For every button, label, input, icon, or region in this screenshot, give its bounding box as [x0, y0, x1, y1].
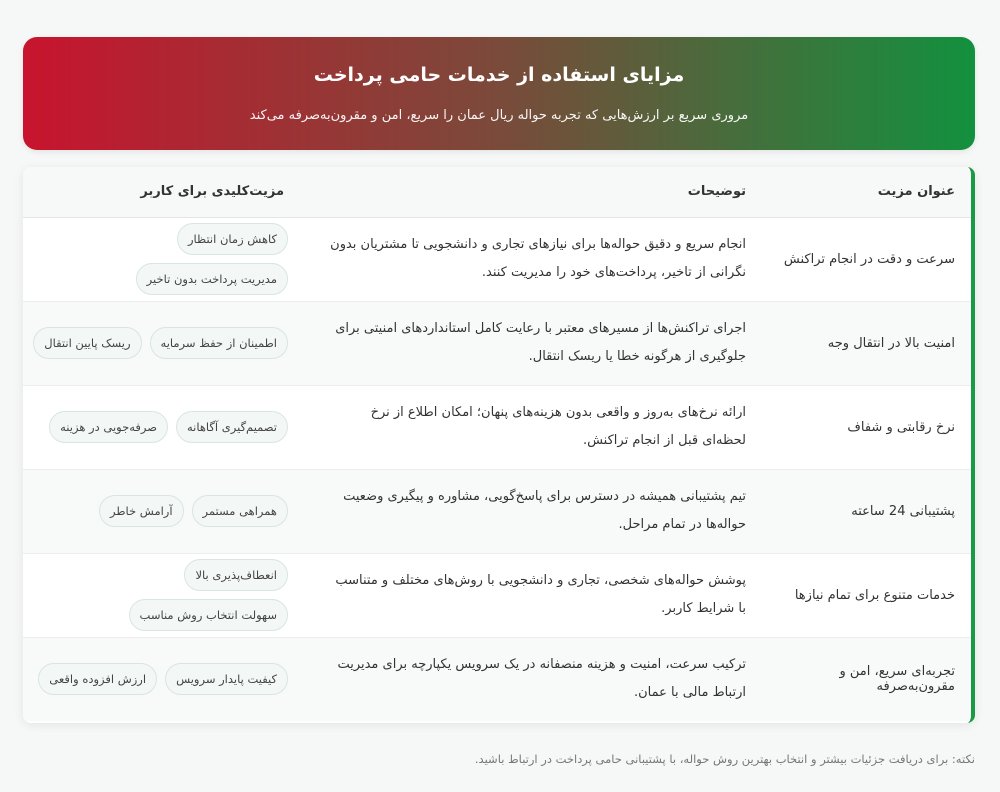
benefit-tags — [23, 637, 304, 721]
benefit-tags — [23, 469, 304, 553]
benefit-description: پوشش حواله‌های شخصی، تجاری و دانشجویی با روش‌های مختلف و متناسب با شرایط کاربر. — [335, 573, 746, 616]
benefit-description: تیم پشتیبانی همیشه در دسترس برای پاسخ‌گویی، مشاوره و پیگیری وضعیت حواله‌ها در تمام مراحل. — [343, 489, 746, 532]
column-header-key-benefit: مزیت‌کلیدی برای کاربر — [140, 184, 284, 200]
benefit-title: سرعت و دقت در انجام تراکنش — [783, 251, 955, 267]
table-header-row — [23, 167, 971, 217]
benefit-tag: کاهش زمان انتظار — [177, 223, 288, 255]
benefit-tag: ریسک پایین انتقال — [33, 327, 141, 359]
table-row — [23, 217, 971, 301]
benefit-tag: کیفیت پایدار سرویس — [165, 663, 288, 695]
column-header-title: عنوان مزیت — [877, 184, 955, 200]
column-header-description: توضیحات — [687, 184, 746, 200]
benefit-tag: صرفه‌جویی در هزینه — [49, 411, 168, 443]
table-row — [23, 469, 971, 553]
benefits-table — [23, 167, 971, 721]
table-row — [23, 637, 971, 721]
page-subtitle: مروری سریع بر ارزش‌هایی که تجربه حواله ریال عمان را سریع، امن و مقرون‌به‌صرفه می‌کند — [249, 108, 749, 123]
benefit-title: خدمات متنوع برای تمام نیازها — [794, 587, 955, 603]
benefit-tag: آرامش خاطر — [99, 495, 184, 527]
benefit-tag: اطمینان از حفظ سرمایه — [150, 327, 288, 359]
benefit-title: امنیت بالا در انتقال وجه — [827, 335, 955, 351]
benefit-title: پشتیبانی 24 ساعته — [851, 503, 955, 519]
table-row — [23, 385, 971, 469]
benefit-tag: انعطاف‌پذیری بالا — [184, 559, 288, 591]
benefit-tags — [23, 385, 304, 469]
benefit-tag: سهولت انتخاب روش مناسب — [129, 599, 288, 631]
benefits-table-card — [23, 167, 975, 723]
benefit-description: ترکیب سرعت، امنیت و هزینه منصفانه در یک سرویس یکپارچه برای مدیریت ارتباط مالی با عمان. — [337, 657, 746, 701]
benefit-tags — [23, 553, 304, 637]
benefit-tag: ارزش افزوده واقعی — [38, 663, 157, 695]
benefit-tags — [23, 301, 304, 385]
table-row — [23, 553, 971, 637]
benefit-description: اجرای تراکنش‌ها از مسیرهای معتبر با رعایت کامل استانداردهای امنیتی برای جلوگیری از هرگونه خطا یا ریسک انتقال. — [335, 321, 746, 364]
page-title: مزایای استفاده از خدمات حامی پرداخت — [313, 64, 685, 86]
benefit-title: تجربه‌ای سریع، امن و مقرون‌به‌صرفه — [839, 664, 955, 695]
benefit-tag: همراهی مستمر — [192, 495, 288, 527]
table-row — [23, 301, 971, 385]
benefit-tags — [23, 217, 304, 301]
benefit-tag: تصمیم‌گیری آگاهانه — [176, 411, 288, 443]
benefit-description: انجام سریع و دقیق حواله‌ها برای نیازهای تجاری و دانشجویی تا مشتریان بدون نگرانی از تاخیر، پرداخت‌های خود را مدیریت کنند. — [330, 237, 746, 280]
benefit-title: نرخ رقابتی و شفاف — [847, 419, 955, 435]
footer-note: نکته: برای دریافت جزئیات بیشتر و انتخاب بهترین روش حواله، با پشتیبانی حامی پرداخت در ارتباط باشید. — [474, 752, 975, 766]
benefit-description: ارائه نرخ‌های به‌روز و واقعی بدون هزینه‌های پنهان؛ امکان اطلاع از نرخ لحظه‌ای قبل از انجام تراکنش. — [370, 405, 746, 448]
benefit-tag: مدیریت پرداخت بدون تاخیر — [136, 263, 288, 295]
header-banner — [23, 37, 975, 150]
